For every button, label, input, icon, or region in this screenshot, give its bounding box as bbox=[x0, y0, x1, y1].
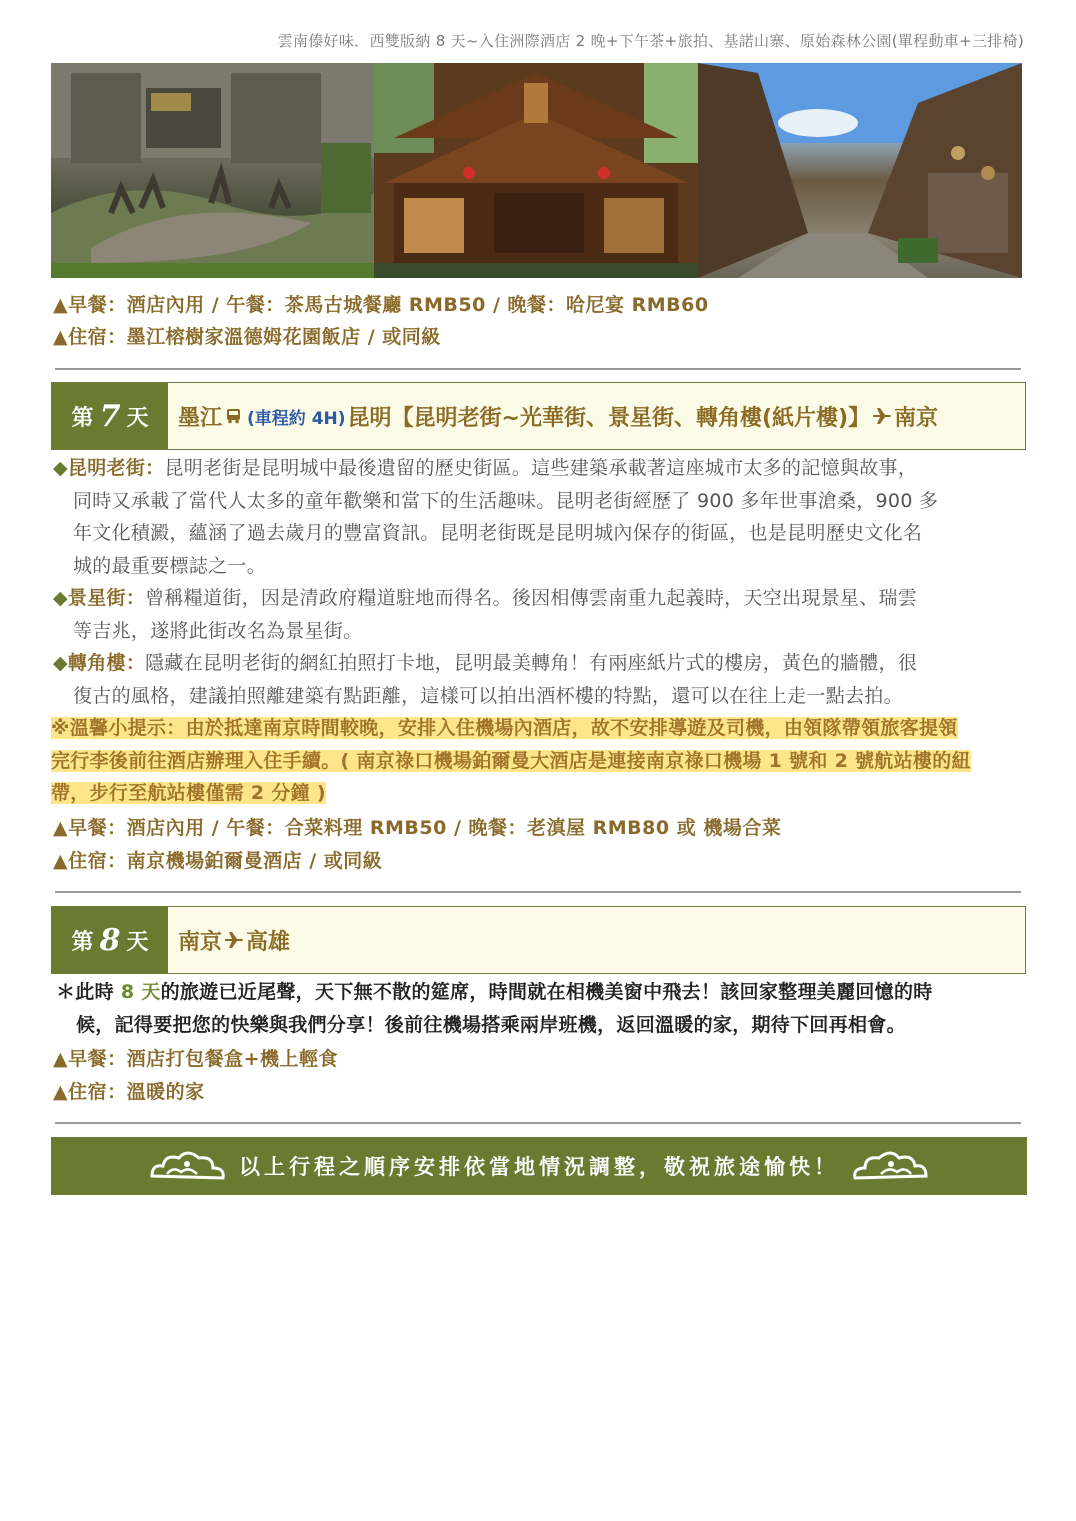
section-divider bbox=[55, 891, 1021, 893]
photo-old-street bbox=[698, 63, 1022, 278]
day7-hotel: ▲住宿：南京機場鉑爾曼酒店 / 或同級 bbox=[53, 850, 383, 872]
day7-warm-tip: ※溫馨小提示：由於抵達南京時間較晚，安排入住機場內酒店，故不安排導遊及司機，由領隊帶領旅客提領 完行李後前往酒店辦理入住手續。( 南京祿口機場鉑爾曼大酒店是連接南京祿口機場 1 號和 2 號航站樓的紐 帶，步行至航站樓僅需 2 分鐘 ) bbox=[51, 717, 971, 804]
day6-meals: ▲早餐：酒店內用 / 午餐：茶馬古城餐廳 RMB50 / 晚餐：哈尼宴 RMB60 bbox=[53, 294, 709, 316]
day7-item-old-street: ◆昆明老街：昆明老街是昆明城中最後遺留的歷史街區。這些建築承載著這座城市太多的記憶與故事， 同時又承載了當代人太多的童年歡樂和當下的生活趣味。昆明老街經歷了 900 多年世事滄桑，900 多 年文化積澱，蘊涵了過去歲月的豐富資訊。昆明老街既是昆明城內保存的街區，也是昆明歷史文化名 城的最重要標誌之一。 bbox=[53, 457, 939, 577]
day7-header bbox=[51, 382, 1026, 450]
section-divider bbox=[55, 1122, 1021, 1124]
page-header-title: 雲南傣好味．西雙版納 8 天~入住洲際酒店 2 晚+下午茶+旅拍、基諾山寨、原始森林公園(單程動車+三排椅) bbox=[277, 32, 1024, 50]
day8-tag: 第 8 天 bbox=[52, 907, 168, 973]
day7-item-corner-building: ◆轉角樓：隱藏在昆明老街的網紅拍照打卡地，昆明最美轉角！有兩座紙片式的樓房，黃色的牆體，很 復古的風格，建議拍照離建築有點距離，這樣可以拍出酒杯樓的特點，還可以在往上走一點去拍。 bbox=[53, 652, 918, 707]
day8-header bbox=[51, 906, 1026, 974]
cloud-ornament-icon bbox=[147, 1146, 227, 1186]
diamond-bullet-icon: ◆ bbox=[53, 457, 68, 479]
section-divider bbox=[55, 368, 1021, 370]
day8-number: 8 bbox=[99, 922, 121, 958]
day8-title: 南京 高雄 bbox=[178, 929, 291, 955]
day7-meals: ▲早餐：酒店內用 / 午餐：合菜料理 RMB50 / 晚餐：老滇屋 RMB80 或 機場合菜 bbox=[53, 817, 782, 839]
diamond-bullet-icon: ◆ bbox=[53, 587, 68, 609]
day7-number: 7 bbox=[99, 398, 121, 434]
day7-tag: 第 7 天 bbox=[52, 383, 168, 449]
cloud-ornament-icon bbox=[851, 1146, 931, 1186]
day8-hotel: ▲住宿：溫暖的家 bbox=[53, 1081, 205, 1103]
day8-closing-text: ＊此時 8 天的旅遊已近尾聲，天下無不散的筵席，時間就在相機美窗中飛去！該回家整理美麗回憶的時 候，記得要把您的快樂與我們分享！後前往機場搭乘兩岸班機，返回溫暖的家，期待下回再相會。 bbox=[56, 981, 933, 1036]
day7-item-jingxing-street: ◆景星街：曾稱糧道街，因是清政府糧道駐地而得名。後因相傳雲南重九起義時，天空出現景星、瑞雲 等吉兆，遂將此街改名為景星街。 bbox=[53, 587, 918, 642]
day7-title: 墨江 (車程約 4H) 昆明【昆明老街~光華街、景星街、轉角樓(紙片樓)】 南京 bbox=[178, 405, 939, 431]
diamond-bullet-icon: ◆ bbox=[53, 652, 68, 674]
photo-wooden-restaurant bbox=[374, 63, 698, 278]
day7-drive-time: (車程約 4H) bbox=[247, 408, 346, 429]
day8-meals: ▲早餐：酒店打包餐盒+機上輕食 bbox=[53, 1048, 339, 1070]
photo-tea-horse-town bbox=[51, 63, 374, 278]
footer-banner bbox=[51, 1137, 1027, 1195]
plane-icon bbox=[872, 407, 892, 425]
bus-icon bbox=[226, 408, 241, 424]
photo-strip bbox=[51, 63, 1022, 278]
day6-hotel: ▲住宿：墨江榕樹家溫德姆花園飯店 / 或同級 bbox=[53, 326, 441, 348]
footer-text: 以上行程之順序安排依當地情況調整，敬祝旅途愉快！ bbox=[239, 1155, 839, 1179]
plane-icon bbox=[224, 931, 244, 949]
